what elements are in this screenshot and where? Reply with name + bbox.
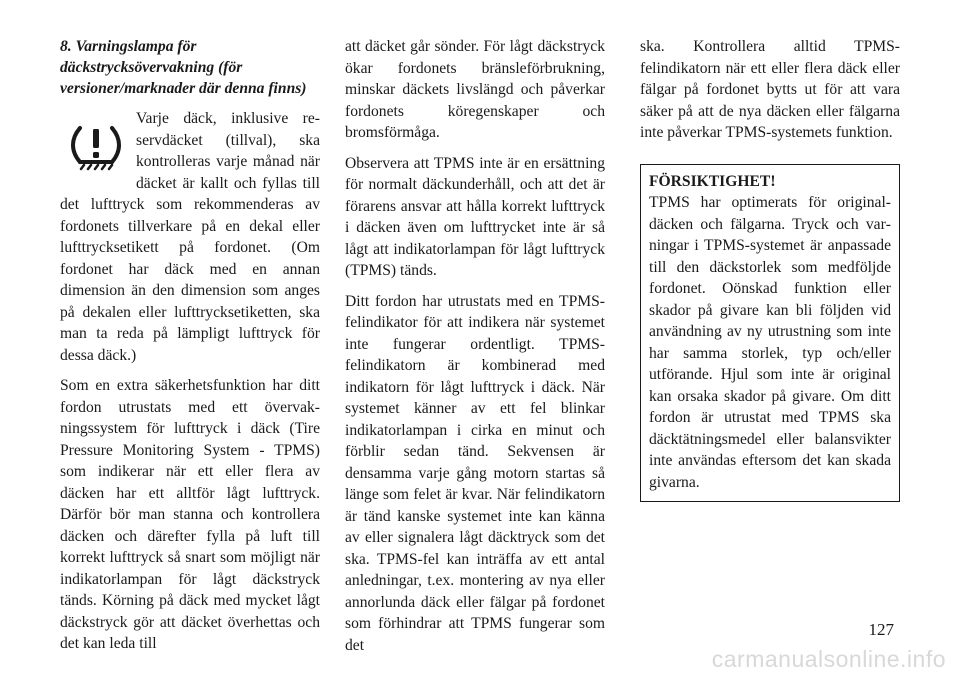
text-column-middle: [345, 36, 605, 665]
text-column-right: [640, 36, 900, 502]
section-heading: 8. Varningslampa för däckstrycksövervakning (för versioner/marknader där denna finns): [60, 38, 307, 97]
caution-title: FÖRSIKTIGHET!: [649, 172, 776, 190]
tire-pressure-warning-icon: [70, 114, 122, 174]
caution-box: [640, 164, 900, 503]
paragraph: Varje däck, inklusive reservdäcket (tillval), ska kontrolleras varje månad när däcket är kallt och fyllas till det lufttryck som rekommenderas av fordonets tillverkare på en dekal eller lufttrycksetikett på fordonet. (Om fordonet har däck med en annan dimension än den dimension som anges på dekalen eller lufttrycksetiketten, ska man ta reda på lämpligt lufttryck för dessa däck.): [60, 110, 320, 364]
text-column-left: [60, 36, 320, 664]
page-number: 127: [868, 620, 894, 639]
paragraph: Som en extra säkerhetsfunktion har ditt fordon utrustats med ett övervakningssystem för lufttryck i däck (Tire Pressure Monitoring System - TPMS) som indikerar när ett eller flera av däcken har ett alltför lågt lufttryck. Därför bör man stanna och kontrollera däcken och därefter fylla på luft till korrekt lufttryck så snart som möjligt när indikatorlampan för lågt däckstryck tänds. Körning på däck med mycket lågt däckstryck gör att däcket överhettas och det kan leda till: [60, 377, 320, 652]
caution-text: TPMS har optimerats för originaldäcken och fälgarna. Tryck och varningar i TPMS-systemet är anpassade till den däckstorlek som medföljde fordonet. Oönskad funktion eller skador på givare kan bli följden vid användning av ny utrustning som inte har samma storlek, typ och/eller utförande. Hjul som inte är original kan orsaka skador på givare. Om ditt fordon är utrustat med TPMS ska däcktätningsmedel eller balansvikter inte användas eftersom det kan skada givarna.: [649, 194, 891, 491]
paragraph: Ditt fordon har utrustats med en TPMS-felindikator för att indikera när systemet inte fungerar ordentligt. TPMS-felindikatorn är kombinerad med indikatorn för lågt lufttryck i däck. När systemet känner av ett fel blinkar indikatorlampan i cirka en minut och förblir sedan tänd. Sekvensen är densamma varje gång motorn startas så länge som felet är kvar. När felindikatorn är tänd kanske systemet inte kan känna av eller signalera lågt däcktryck som det ska. TPMS-fel kan inträffa av ett antal anledningar, t.ex. montering av nya eller annorlunda däck eller fälgar på fordonet som förhindrar att TPMS fungerar som det: [345, 292, 605, 654]
paragraph: Observera att TPMS inte är en ersättning för normalt däckunderhåll, och att det är förarens ansvar att hålla korrekt lufttryck i däcken även om lufttrycket inte är så lågt att indikatorlampan för lågt lufttryck (TPMS) tänds.: [345, 154, 605, 279]
paragraph: ska. Kontrollera alltid TPMS-felindikatorn när ett eller flera däck eller fälgar på fordonet bytts ut för att vara säker på att de nya däcken eller fälgarna inte påverkar TPMS-systemets funktion.: [640, 38, 900, 141]
watermark: carmanualsonline.info: [711, 646, 946, 672]
paragraph: att däcket går sönder. För lågt däckstryck ökar fordonets bränsleförbrukning, minskar däckets livslängd och påverkar fordonets köregenskaper och bromsförmåga.: [345, 38, 605, 141]
